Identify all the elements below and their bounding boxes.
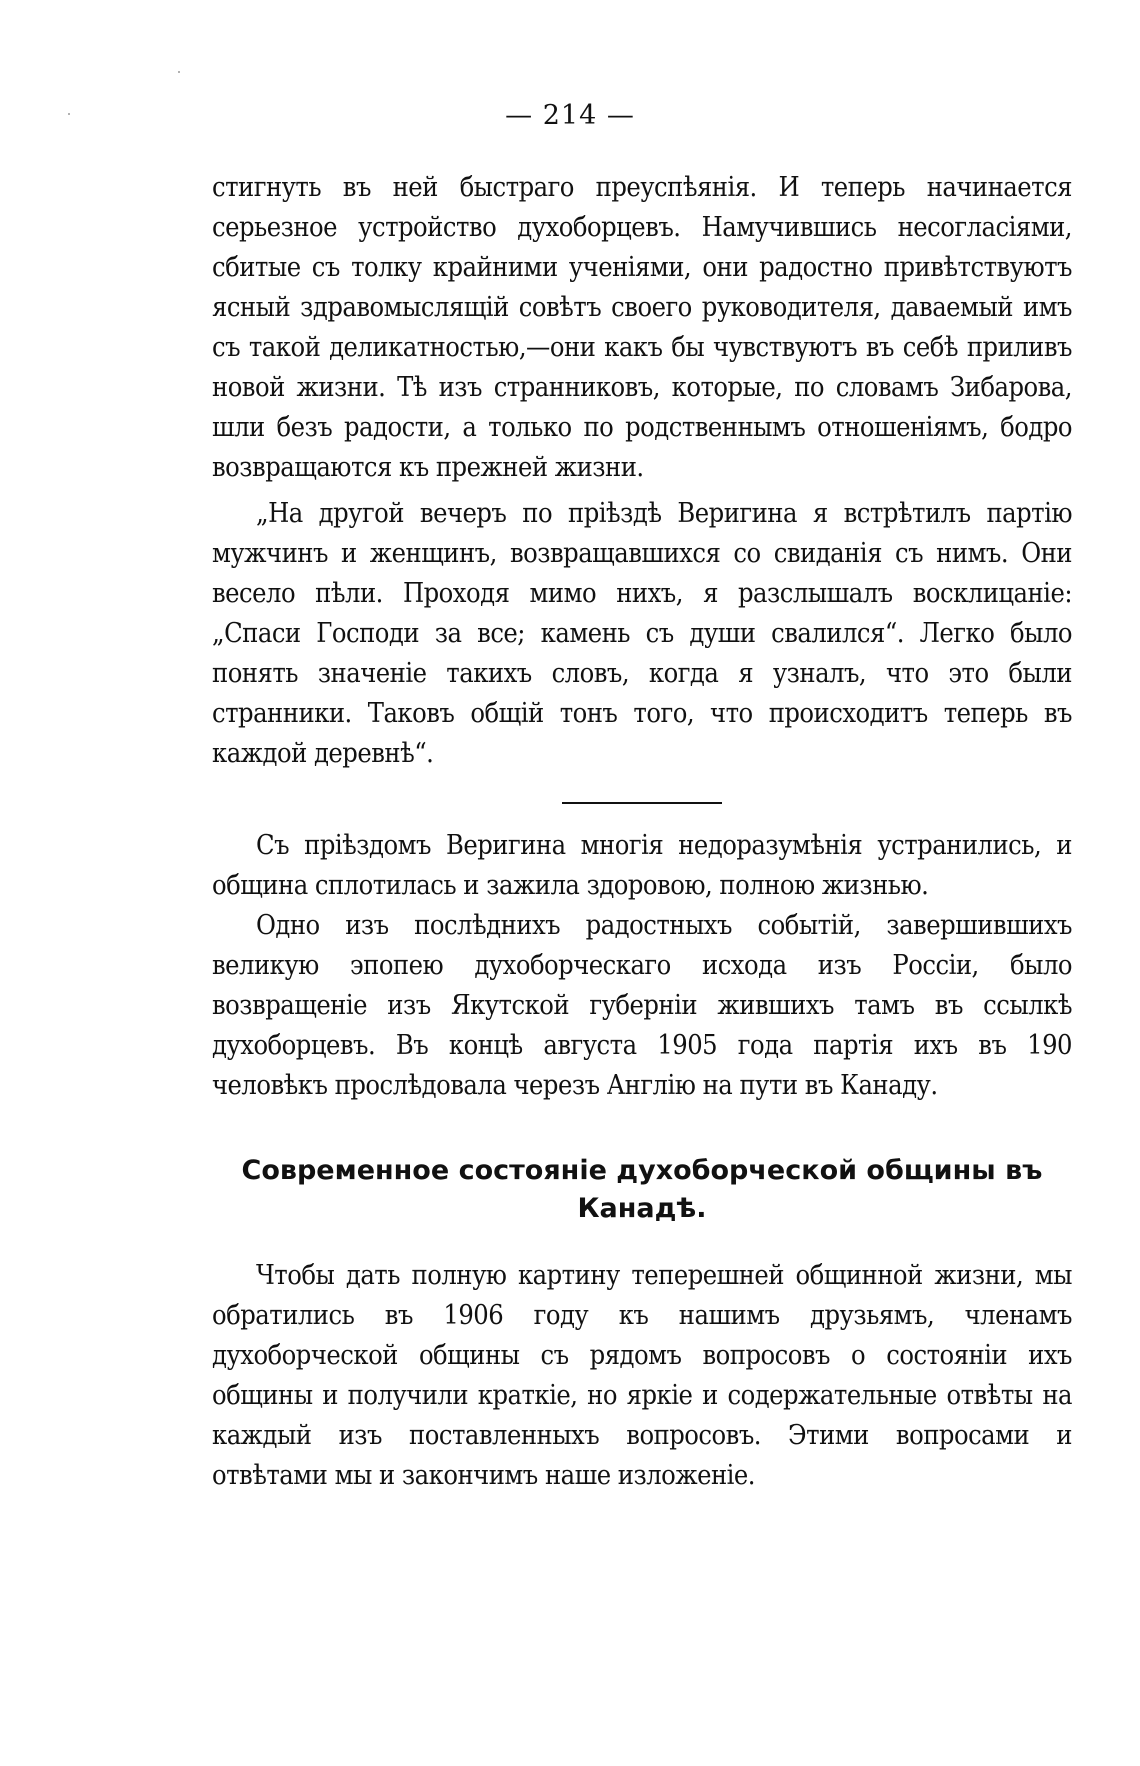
section-divider — [562, 802, 722, 804]
paragraph-survey-intro: Чтобы дать полную картину теперешней общинной жизни, мы обратились въ 1906 году къ нашимъ друзьямъ, членамъ духоборческой общины съ рядомъ вопросовъ о состояніи ихъ общины и получили краткіе, но яркіе и содержательные отвѣты на каждый изъ поставленныхъ вопросовъ. Этими вопросами и отвѣтами мы и закончимъ наше изложеніе. — [212, 1260, 1072, 1491]
paragraph-yakutsk-return: Одно изъ послѣднихъ радостныхъ событій, завершившихъ великую эпопею духоборческаго исхода изъ Россіи, было возвращеніе изъ Якутской губерніи жившихъ тамъ въ ссылкѣ духоборцевъ. Въ концѣ августа 1905 года партія ихъ въ 190 человѣкъ прослѣдовала черезъ Англію на пути въ Канаду. — [212, 910, 1072, 1101]
scan-speck — [178, 71, 180, 73]
page-number: — 214 — — [505, 100, 635, 131]
text-column — [212, 168, 1072, 1496]
paragraph-continuation: стигнуть въ ней быстраго преуспѣянія. И теперь начинается серьезное устройство духоборцевъ. Намучившись несогласіями, сбитые съ толку крайними ученіями, они радостно привѣтствуютъ ясный здравомыслящій совѣтъ своего руководителя, даваемый имъ съ такой деликатностью,—они какъ бы чувствуютъ въ себѣ приливъ новой жизни. Тѣ изъ странниковъ, которые, по словамъ Зибарова, шли безъ радости, а только по родственнымъ отношеніямъ, бодро возвращаются къ прежней жизни. — [212, 172, 1072, 483]
section-heading — [212, 1152, 1072, 1228]
paragraph-quotation: „На другой вечеръ по пріѣздѣ Веригина я встрѣтилъ партію мужчинъ и женщинъ, возвращавшихся со свиданія съ нимъ. Они весело пѣли. Проходя мимо нихъ, я разслышалъ восклицаніе: „Спаси Господи за все; камень съ души свалился“. Легко было понять значеніе такихъ словъ, когда я узналъ, что это были странники. Таковъ общій тонъ того, что происходитъ теперь въ каждой деревнѣ“. — [212, 498, 1072, 769]
section-heading-line-1: Современное состояніе духоборческой общины въ — [241, 1155, 1043, 1186]
section-heading-line-2: Канадѣ. — [577, 1193, 707, 1224]
paragraph-verigin-arrival: Съ пріѣздомъ Веригина многія недоразумѣнія устранились, и община сплотилась и зажила здоровою, полною жизнью. — [212, 830, 1072, 901]
